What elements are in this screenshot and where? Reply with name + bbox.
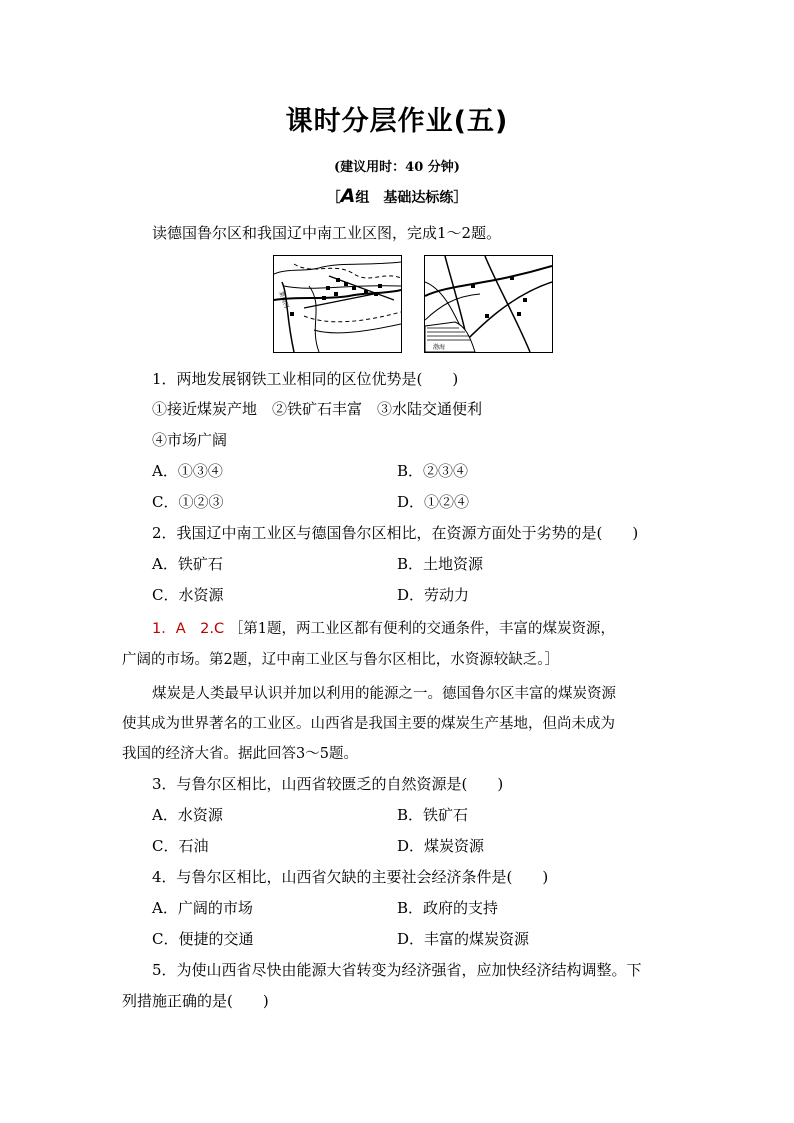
answer-explanation-line1: ［第1题，两工业区都有便利的交通条件，丰富的煤炭资源， — [228, 621, 615, 637]
q4-option-b: B．政府的支持 — [397, 899, 499, 917]
rhine-label: 莱茵河 — [277, 290, 290, 310]
q1-option-d: D．①②④ — [397, 493, 470, 511]
q1-option-a: A．①③④ — [152, 462, 223, 480]
suggested-time: (建议用时：40 分钟) — [334, 160, 460, 175]
bohai-label: 渤海 — [433, 344, 446, 351]
answer-key: 1．A 2.C — [152, 621, 225, 637]
q3-option-c: C．石油 — [152, 837, 209, 855]
group-label: 组 基础达标练 — [355, 190, 454, 206]
q1-option-c: C．①②③ — [152, 493, 224, 511]
group-bracket-open: ［ — [326, 190, 341, 206]
group-letter: A — [340, 185, 356, 207]
q1-items-line2: ④市场广阔 — [152, 431, 228, 449]
q3-option-a: A．水资源 — [152, 806, 223, 824]
q5-stem-line2: 列措施正确的是( ) — [122, 992, 269, 1010]
q4-option-d: D．丰富的煤炭资源 — [397, 930, 530, 948]
group-heading — [0, 185, 794, 207]
q2-option-c: C．水资源 — [152, 586, 224, 604]
passage-line1: 煤炭是人类最早认识并加以利用的能源之一。德国鲁尔区丰富的煤炭资源 — [152, 686, 616, 702]
answer-explanation-1 — [152, 617, 615, 638]
q3-option-b: B．铁矿石 — [397, 806, 469, 824]
q1-stem: 1．两地发展钢铁工业相同的区位优势是( ) — [152, 370, 459, 388]
passage-line3: 我国的经济大省。据此回答3～5题。 — [122, 746, 358, 762]
q4-option-c: C．便捷的交通 — [152, 930, 254, 948]
page-title: 课时分层作业(五) — [285, 106, 509, 137]
q3-option-d: D．煤炭资源 — [397, 837, 485, 855]
q4-option-a: A．广阔的市场 — [152, 899, 253, 917]
q2-option-b: B．土地资源 — [397, 555, 484, 573]
q3-stem: 3．与鲁尔区相比，山西省较匮乏的自然资源是( ) — [152, 775, 504, 793]
group-bracket-close: ］ — [453, 190, 468, 206]
passage-line2: 使其成为世界著名的工业区。山西省是我国主要的煤炭生产基地，但尚未成为 — [122, 716, 615, 732]
q2-option-d: D．劳动力 — [397, 586, 470, 604]
answer-explanation-line2: 广阔的市场。第2题，辽中南工业区与鲁尔区相比，水资源较缺乏。］ — [122, 652, 559, 668]
liaozhongnan-map — [424, 255, 553, 353]
q2-option-a: A．铁矿石 — [152, 555, 223, 573]
q1-option-b: B．②③④ — [397, 462, 469, 480]
ruhr-map — [273, 255, 402, 353]
q2-stem: 2．我国辽中南工业区与德国鲁尔区相比，在资源方面处于劣势的是( ) — [152, 524, 639, 542]
q1-items-line1: ①接近煤炭产地 ②铁矿石丰富 ③水陆交通便利 — [152, 400, 483, 418]
q5-stem-line1: 5．为使山西省尽快由能源大省转变为经济强省，应加快经济结构调整。下 — [152, 961, 642, 979]
q4-stem: 4．与鲁尔区相比，山西省欠缺的主要社会经济条件是( ) — [152, 868, 549, 886]
intro-text: 读德国鲁尔区和我国辽中南工业区图，完成1～2题。 — [152, 224, 502, 242]
